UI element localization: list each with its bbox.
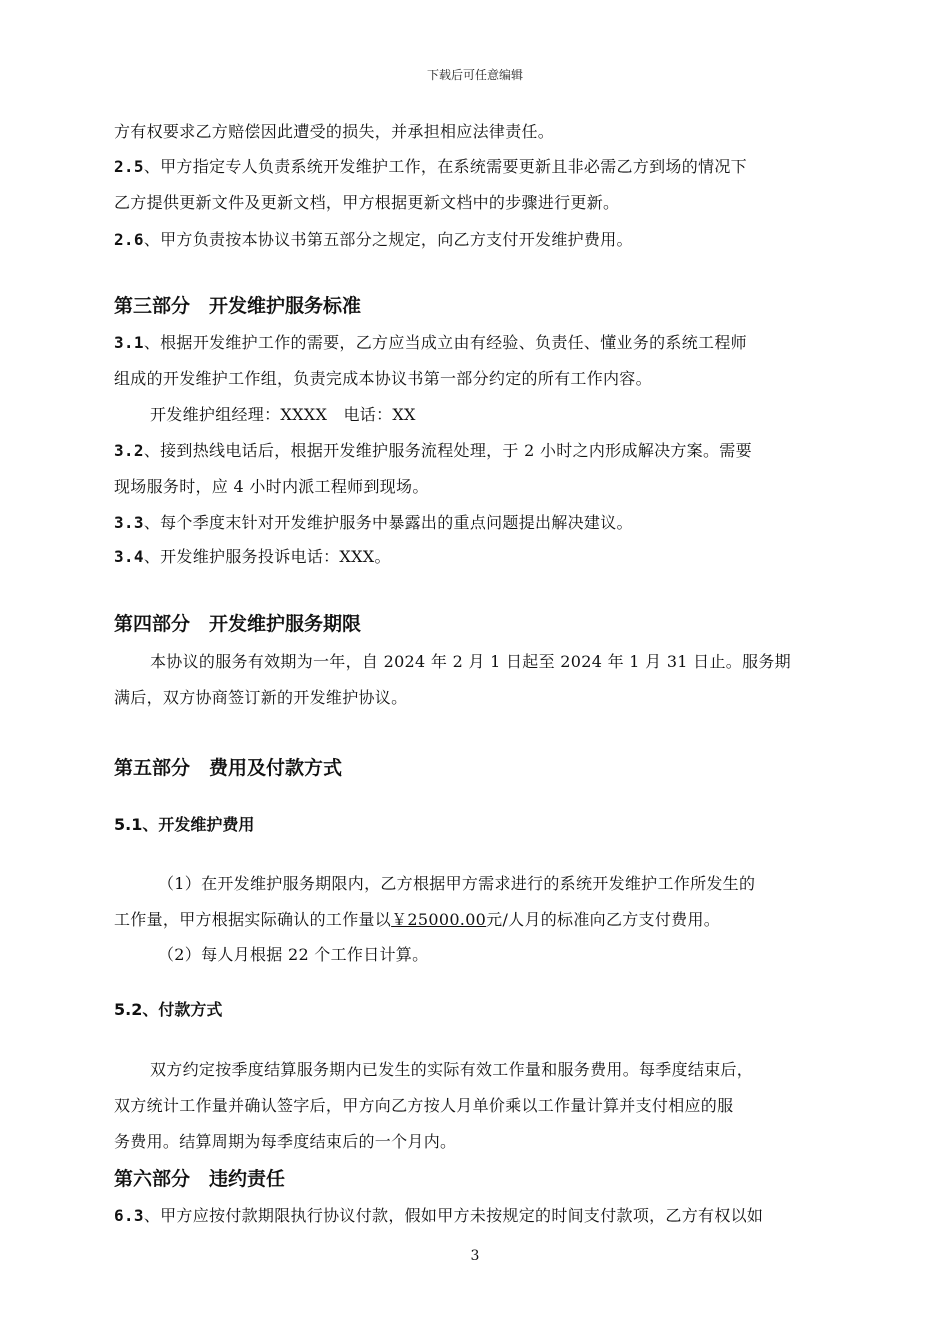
clause-number: 3.4 [114,547,144,566]
payment-paragraph-line-2: 双方统计工作量并确认签字后，甲方向乙方按人月单价乘以工作量计算并支付相应的服 [114,1096,734,1115]
clause-6-3-line-1 [114,1206,763,1226]
fee-item-1-line-2 [114,910,720,930]
page-number: 3 [470,1248,480,1264]
section-6-title: 第六部分 违约责任 [114,1168,286,1190]
subsection-5-2-title: 5.2、付款方式 [114,1000,223,1019]
subsection-5-1-title: 5.1、开发维护费用 [114,815,255,834]
section-3-title: 第三部分 开发维护服务标准 [114,295,362,317]
fee-item-1-line-1: （1）在开发维护服务期限内，乙方根据甲方需求进行的系统开发维护工作所发生的 [158,874,756,893]
section-5-title: 第五部分 费用及付款方式 [114,757,343,779]
clause-2-6-line-1 [114,230,633,250]
paragraph-line: 方有权要求乙方赔偿因此遭受的损失，并承担相应法律责任。 [114,122,555,141]
clause-3-2-line-2: 现场服务时，应 4 小时内派工程师到现场。 [114,477,429,496]
clause-text: 、甲方负责按本协议书第五部分之规定，向乙方支付开发维护费用。 [143,230,633,249]
clause-3-1-line-2: 组成的开发维护工作组，负责完成本协议书第一部分约定的所有工作内容。 [114,369,652,388]
clause-number: 3.2 [114,441,144,460]
manager-contact: 开发维护组经理：XXXX 电话：XX [150,405,416,424]
fee-text-a: 工作量，甲方根据实际确认的工作量以 [114,910,392,929]
clause-2-5-line-1 [114,157,747,177]
term-paragraph-line-2: 满后，双方协商签订新的开发维护协议。 [114,688,408,707]
clause-text: 、每个季度末针对开发维护服务中暴露出的重点问题提出解决建议。 [143,513,633,532]
fee-text-b: 元/人月的标准向乙方支付费用。 [486,910,721,929]
fee-item-2: （2）每人月根据 22 个工作日计算。 [158,945,429,964]
clause-text: 、根据开发维护工作的需要，乙方应当成立由有经验、负责任、懂业务的系统工程师 [143,333,747,352]
fee-amount: ￥25000.00 [391,910,487,929]
payment-paragraph-line-3: 务费用。结算周期为每季度结束后的一个月内。 [114,1132,457,1151]
clause-number: 3.1 [114,333,144,352]
page-header: 下载后可任意编辑 [426,68,523,82]
clause-number: 3.3 [114,513,144,532]
clause-text: 、甲方指定专人负责系统开发维护工作，在系统需要更新且非必需乙方到场的情况下 [143,157,747,176]
clause-number: 6.3 [114,1206,144,1225]
term-paragraph-line-1: 本协议的服务有效期为一年，自 2024 年 2 月 1 日起至 2024 年 1 月 31 日止。服务期 [150,652,791,671]
clause-3-1-line-1 [114,333,747,353]
clause-text: 、接到热线电话后，根据开发维护服务流程处理，于 2 小时之内形成解决方案。需要 [143,441,752,460]
clause-3-4-line-1 [114,547,391,567]
clause-3-2-line-1 [114,441,752,461]
clause-number: 2.6 [114,230,144,249]
clause-text: 、甲方应按付款期限执行协议付款，假如甲方未按规定的时间支付款项，乙方有权以如 [143,1206,764,1225]
payment-paragraph-line-1: 双方约定按季度结算服务期内已发生的实际有效工作量和服务费用。每季度结束后， [150,1060,754,1079]
clause-text: 、开发维护服务投诉电话：XXX。 [143,547,391,566]
clause-number: 2.5 [114,157,144,176]
clause-3-3-line-1 [114,513,633,533]
section-4-title: 第四部分 开发维护服务期限 [114,613,362,635]
clause-2-5-line-2: 乙方提供更新文件及更新文档，甲方根据更新文档中的步骤进行更新。 [114,193,620,212]
